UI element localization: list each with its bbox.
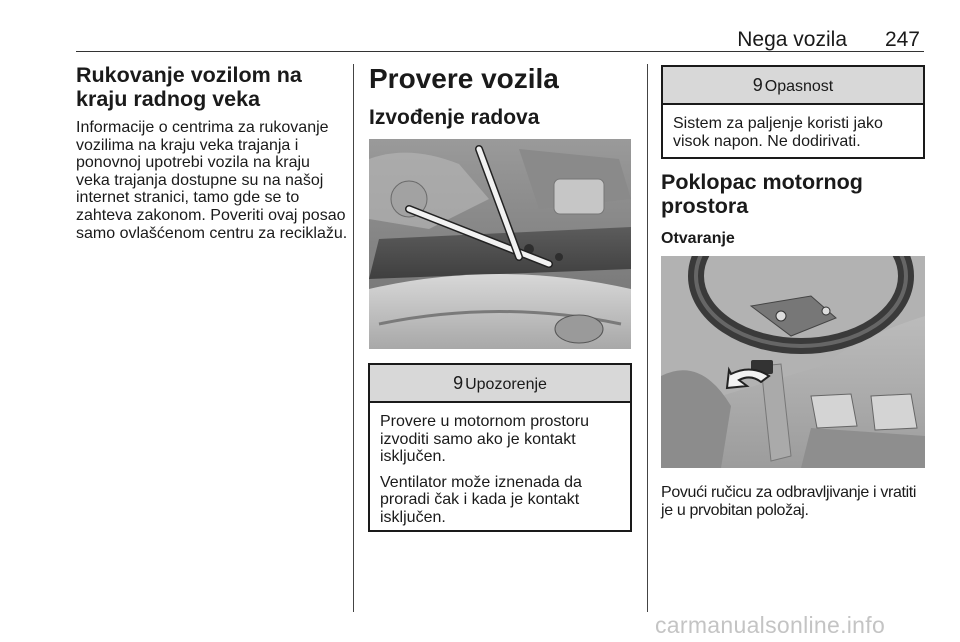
warning-text-2: Ventilator može iznenada da proradi čak i kada je kontakt isključen. xyxy=(380,473,582,526)
bonnet-release-lever-illustration xyxy=(661,256,925,468)
bonnet-opening-instruction: Povući ručicu za odbravljivanje i vratiti je u prvobitan položaj. xyxy=(661,484,917,519)
end-of-life-paragraph: Informacije o centrima za rukovanje vozilima na kraju veka trajanja i ponovnoj upotrebi vozila na kraju veka trajanja dostupne su na našoj internet stranici, tamo gde se to zahteva zakonom. Poveriti ovaj posao samo ovlašćenom centru za reciklažu. xyxy=(76,119,348,242)
danger-text: Sistem za paljenje koristi jako visok napon. Ne dodirivati. xyxy=(673,115,883,150)
warning-header xyxy=(370,365,630,403)
warning-label: Upozorenje xyxy=(465,376,547,393)
watermark: carmanualsonline.info xyxy=(655,612,886,638)
header-rule xyxy=(76,51,924,52)
column-divider-2 xyxy=(647,64,648,612)
section-heading-bonnet: Poklopac motornog prostora xyxy=(661,170,863,218)
danger-triangle-icon: 9 xyxy=(752,75,763,95)
chapter-heading-vehicle-checks: Provere vozila xyxy=(369,63,559,94)
danger-box xyxy=(661,65,925,159)
subheading-performing-work: Izvođenje radova xyxy=(369,106,540,129)
subheading-opening: Otvaranje xyxy=(661,230,735,247)
running-header-title: Nega vozila xyxy=(737,28,847,51)
warning-box xyxy=(368,363,632,532)
page-number: 247 xyxy=(884,28,920,51)
section-heading-end-of-life: Rukovanje vozilom na kraju radnog veka xyxy=(76,63,302,111)
warning-triangle-icon: 9 xyxy=(453,373,464,393)
danger-header xyxy=(663,67,923,105)
column-divider-1 xyxy=(353,64,354,612)
engine-compartment-illustration xyxy=(369,139,631,349)
danger-label: Opasnost xyxy=(764,78,834,95)
warning-text-1: Provere u motornom prostoru izvoditi samo ako je kontakt isključen. xyxy=(380,413,589,466)
